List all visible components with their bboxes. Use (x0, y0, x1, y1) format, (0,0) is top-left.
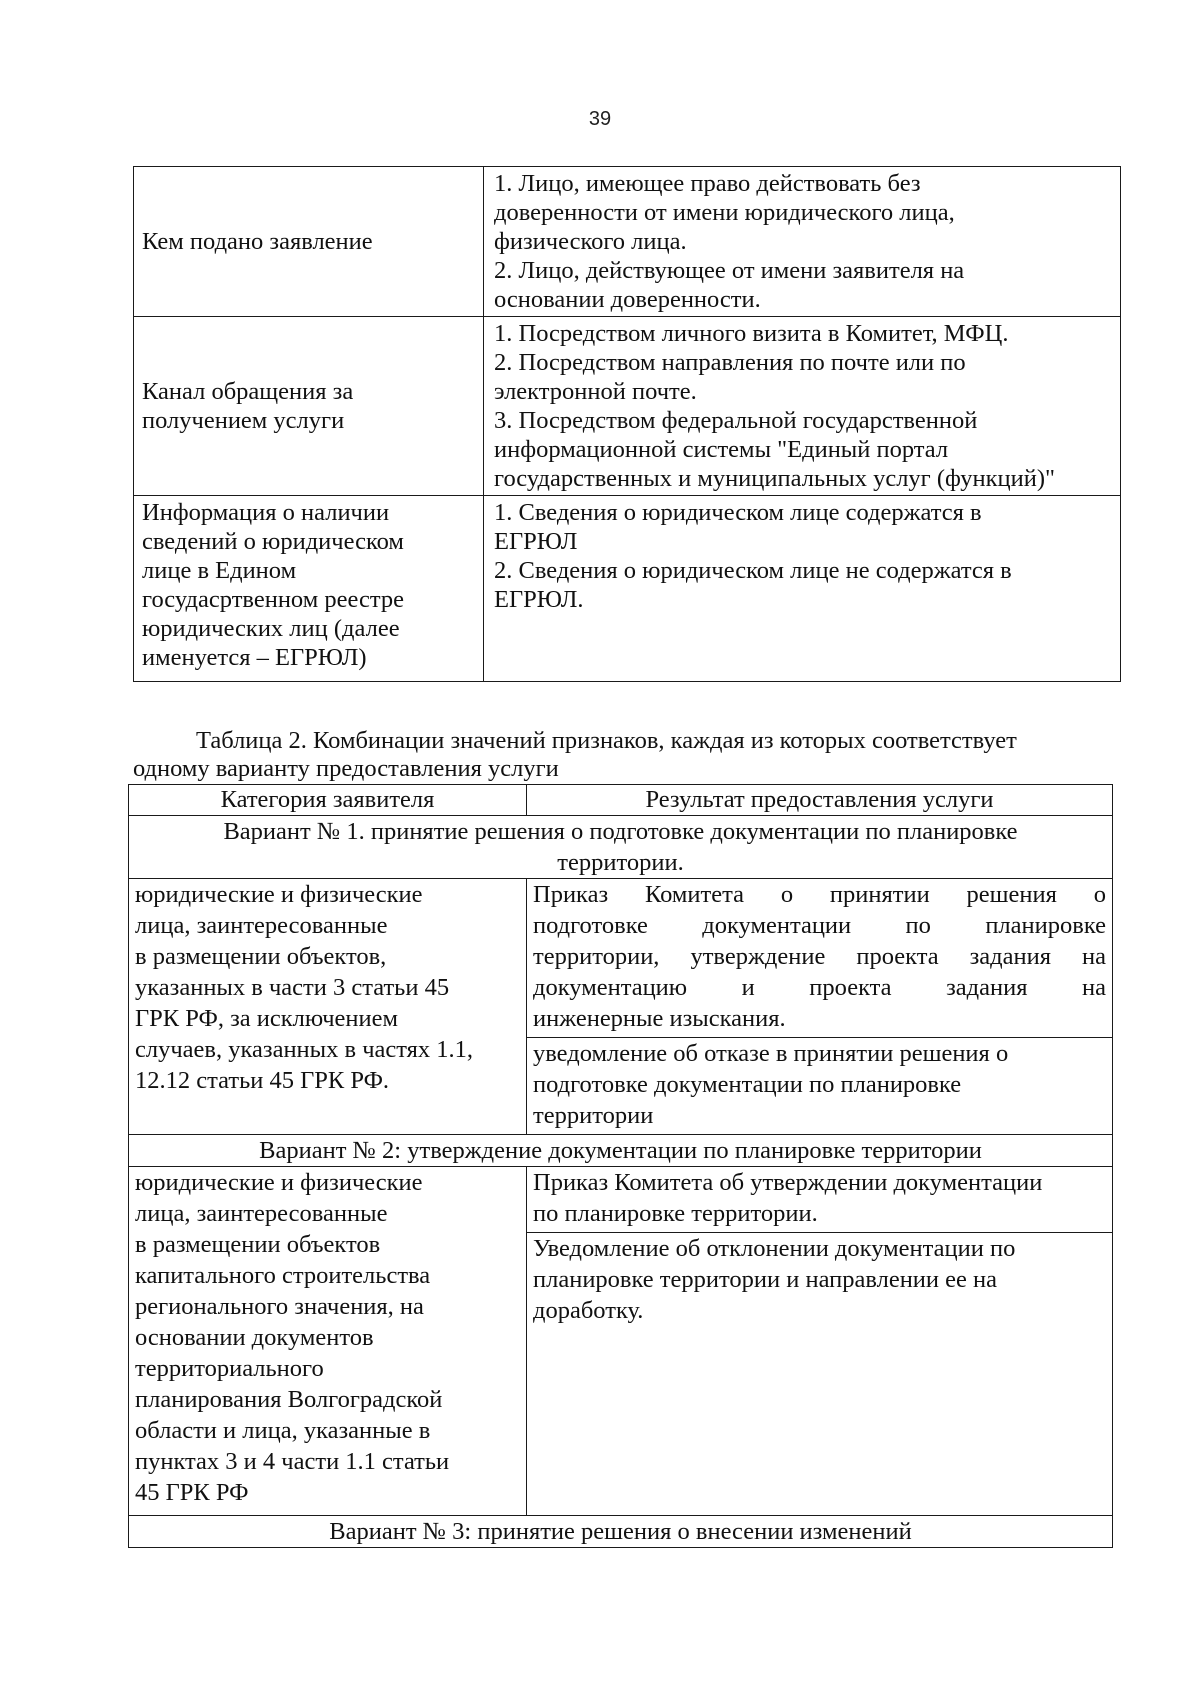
text-line: указанных в части 3 статьи 45 (135, 974, 450, 1001)
table-header-row (129, 785, 1113, 816)
text-line: юридические и физические (135, 1169, 423, 1196)
table-row (134, 317, 1121, 496)
text-line: планировке территории и направлении ее на (533, 1266, 998, 1293)
text-line: доработку. (533, 1297, 644, 1324)
text-line: Приказ Комитета об утверждении документации (533, 1169, 1043, 1196)
row-label (134, 167, 484, 317)
text-line: информационной системы "Единый портал (494, 436, 949, 463)
applicant-category (129, 879, 527, 1135)
row-value (484, 317, 1121, 496)
text-line: Вариант № 1. принятие решения о подготовке документации по планировке (223, 818, 1018, 845)
text-line: Канал обращения за (142, 378, 354, 405)
applicant-category (129, 1167, 527, 1516)
text-line: лица, заинтересованные (135, 912, 388, 939)
text-line: Таблица 2. Комбинации значений признаков, каждая из которых соответствует (196, 727, 1017, 754)
text-line: в размещении объектов, (135, 943, 387, 970)
service-result (527, 879, 1113, 1038)
text-line: получением услуги (142, 407, 345, 434)
variants-table (128, 784, 1113, 1548)
text-line: территории (533, 1102, 654, 1129)
text-line: юридические и физические (135, 881, 423, 908)
text-line: основании доверенности. (494, 286, 761, 313)
text-line: территории, утверждение проекта задания на (533, 943, 1106, 970)
text-line: лице в Едином (142, 557, 297, 584)
text-line: основании документов (135, 1324, 374, 1351)
text-line: 2. Посредством направления по почте или по (494, 349, 966, 376)
variant-row (129, 816, 1113, 879)
variant-2-title (129, 1135, 1113, 1167)
variant-3-title (129, 1516, 1113, 1548)
table-row (134, 496, 1121, 682)
table-row (129, 1167, 1113, 1233)
text-line: Вариант № 2: утверждение документации по планировке территории (259, 1137, 982, 1164)
text-line: инженерные изыскания. (533, 1005, 786, 1032)
text-line: одному варианту предоставления услуги (133, 755, 559, 782)
table-row (134, 167, 1121, 317)
text-line: Уведомление об отклонении документации по (533, 1235, 1016, 1262)
text-line: подготовке документации по планировке (533, 1071, 962, 1098)
row-label (134, 317, 484, 496)
table-row (129, 879, 1113, 1038)
text-line: юридических лиц (далее (142, 615, 400, 642)
row-value (484, 167, 1121, 317)
text-line: ЕГРЮЛ. (494, 586, 584, 613)
text-line: ЕГРЮЛ (494, 528, 578, 555)
text-line: лица, заинтересованные (135, 1200, 388, 1227)
text-line: области и лица, указанные в (135, 1417, 431, 1444)
row-value (484, 496, 1121, 682)
text-line: сведений о юридическом (142, 528, 404, 555)
text-line: доверенности от имени юридического лица, (494, 199, 955, 226)
service-result (527, 1038, 1113, 1135)
text-line: Кем подано заявление (142, 228, 373, 255)
row-label (134, 496, 484, 682)
column-header-category: Категория заявителя (129, 785, 527, 816)
text-line: 2. Лицо, действующее от имени заявителя на (494, 257, 965, 284)
variant-row (129, 1135, 1113, 1167)
variant-1-title (129, 816, 1113, 879)
text-line: госудасртвенном реестре (142, 586, 404, 613)
service-result (527, 1233, 1113, 1516)
text-line: электронной почте. (494, 378, 697, 405)
text-line: именуется – ЕГРЮЛ) (142, 644, 367, 671)
text-line: планирования Волгоградской (135, 1386, 443, 1413)
table-caption (133, 727, 1123, 783)
text-line: Информация о наличии (142, 499, 390, 526)
text-line: уведомление об отказе в принятии решения о (533, 1040, 1009, 1067)
text-line: подготовке документации по планировке (533, 912, 1106, 939)
text-line: регионального значения, на (135, 1293, 424, 1320)
variant-row (129, 1516, 1113, 1548)
text-line: капитального строительства (135, 1262, 431, 1289)
text-line: 1. Посредством личного визита в Комитет, МФЦ. (494, 320, 1009, 347)
text-line: по планировке территории. (533, 1200, 818, 1227)
text-line: случаев, указанных в частях 1.1, (135, 1036, 474, 1063)
text-line: государственных и муниципальных услуг (функций)" (494, 465, 1056, 492)
text-line: 2. Сведения о юридическом лице не содержатся в (494, 557, 1012, 584)
text-line: ГРК РФ, за исключением (135, 1005, 399, 1032)
text-line: в размещении объектов (135, 1231, 381, 1258)
service-attributes-table (133, 166, 1121, 682)
text-line: пунктах 3 и 4 части 1.1 статьи (135, 1448, 450, 1475)
text-line: документацию и проекта задания на (533, 974, 1106, 1001)
text-line: 1. Лицо, имеющее право действовать без (494, 170, 921, 197)
text-line: Вариант № 3: принятие решения о внесении изменений (329, 1518, 912, 1545)
page-number: 39 (588, 108, 612, 130)
text-line: 3. Посредством федеральной государственной (494, 407, 978, 434)
text-line: 12.12 статьи 45 ГРК РФ. (135, 1067, 390, 1094)
text-line: физического лица. (494, 228, 687, 255)
text-line: 45 ГРК РФ (135, 1479, 249, 1506)
text-line: территории. (557, 849, 684, 876)
column-header-result: Результат предоставления услуги (527, 785, 1113, 816)
text-line: территориального (135, 1355, 324, 1382)
text-line: Приказ Комитета о принятии решения о (533, 881, 1106, 908)
service-result (527, 1167, 1113, 1233)
text-line: 1. Сведения о юридическом лице содержатся в (494, 499, 982, 526)
